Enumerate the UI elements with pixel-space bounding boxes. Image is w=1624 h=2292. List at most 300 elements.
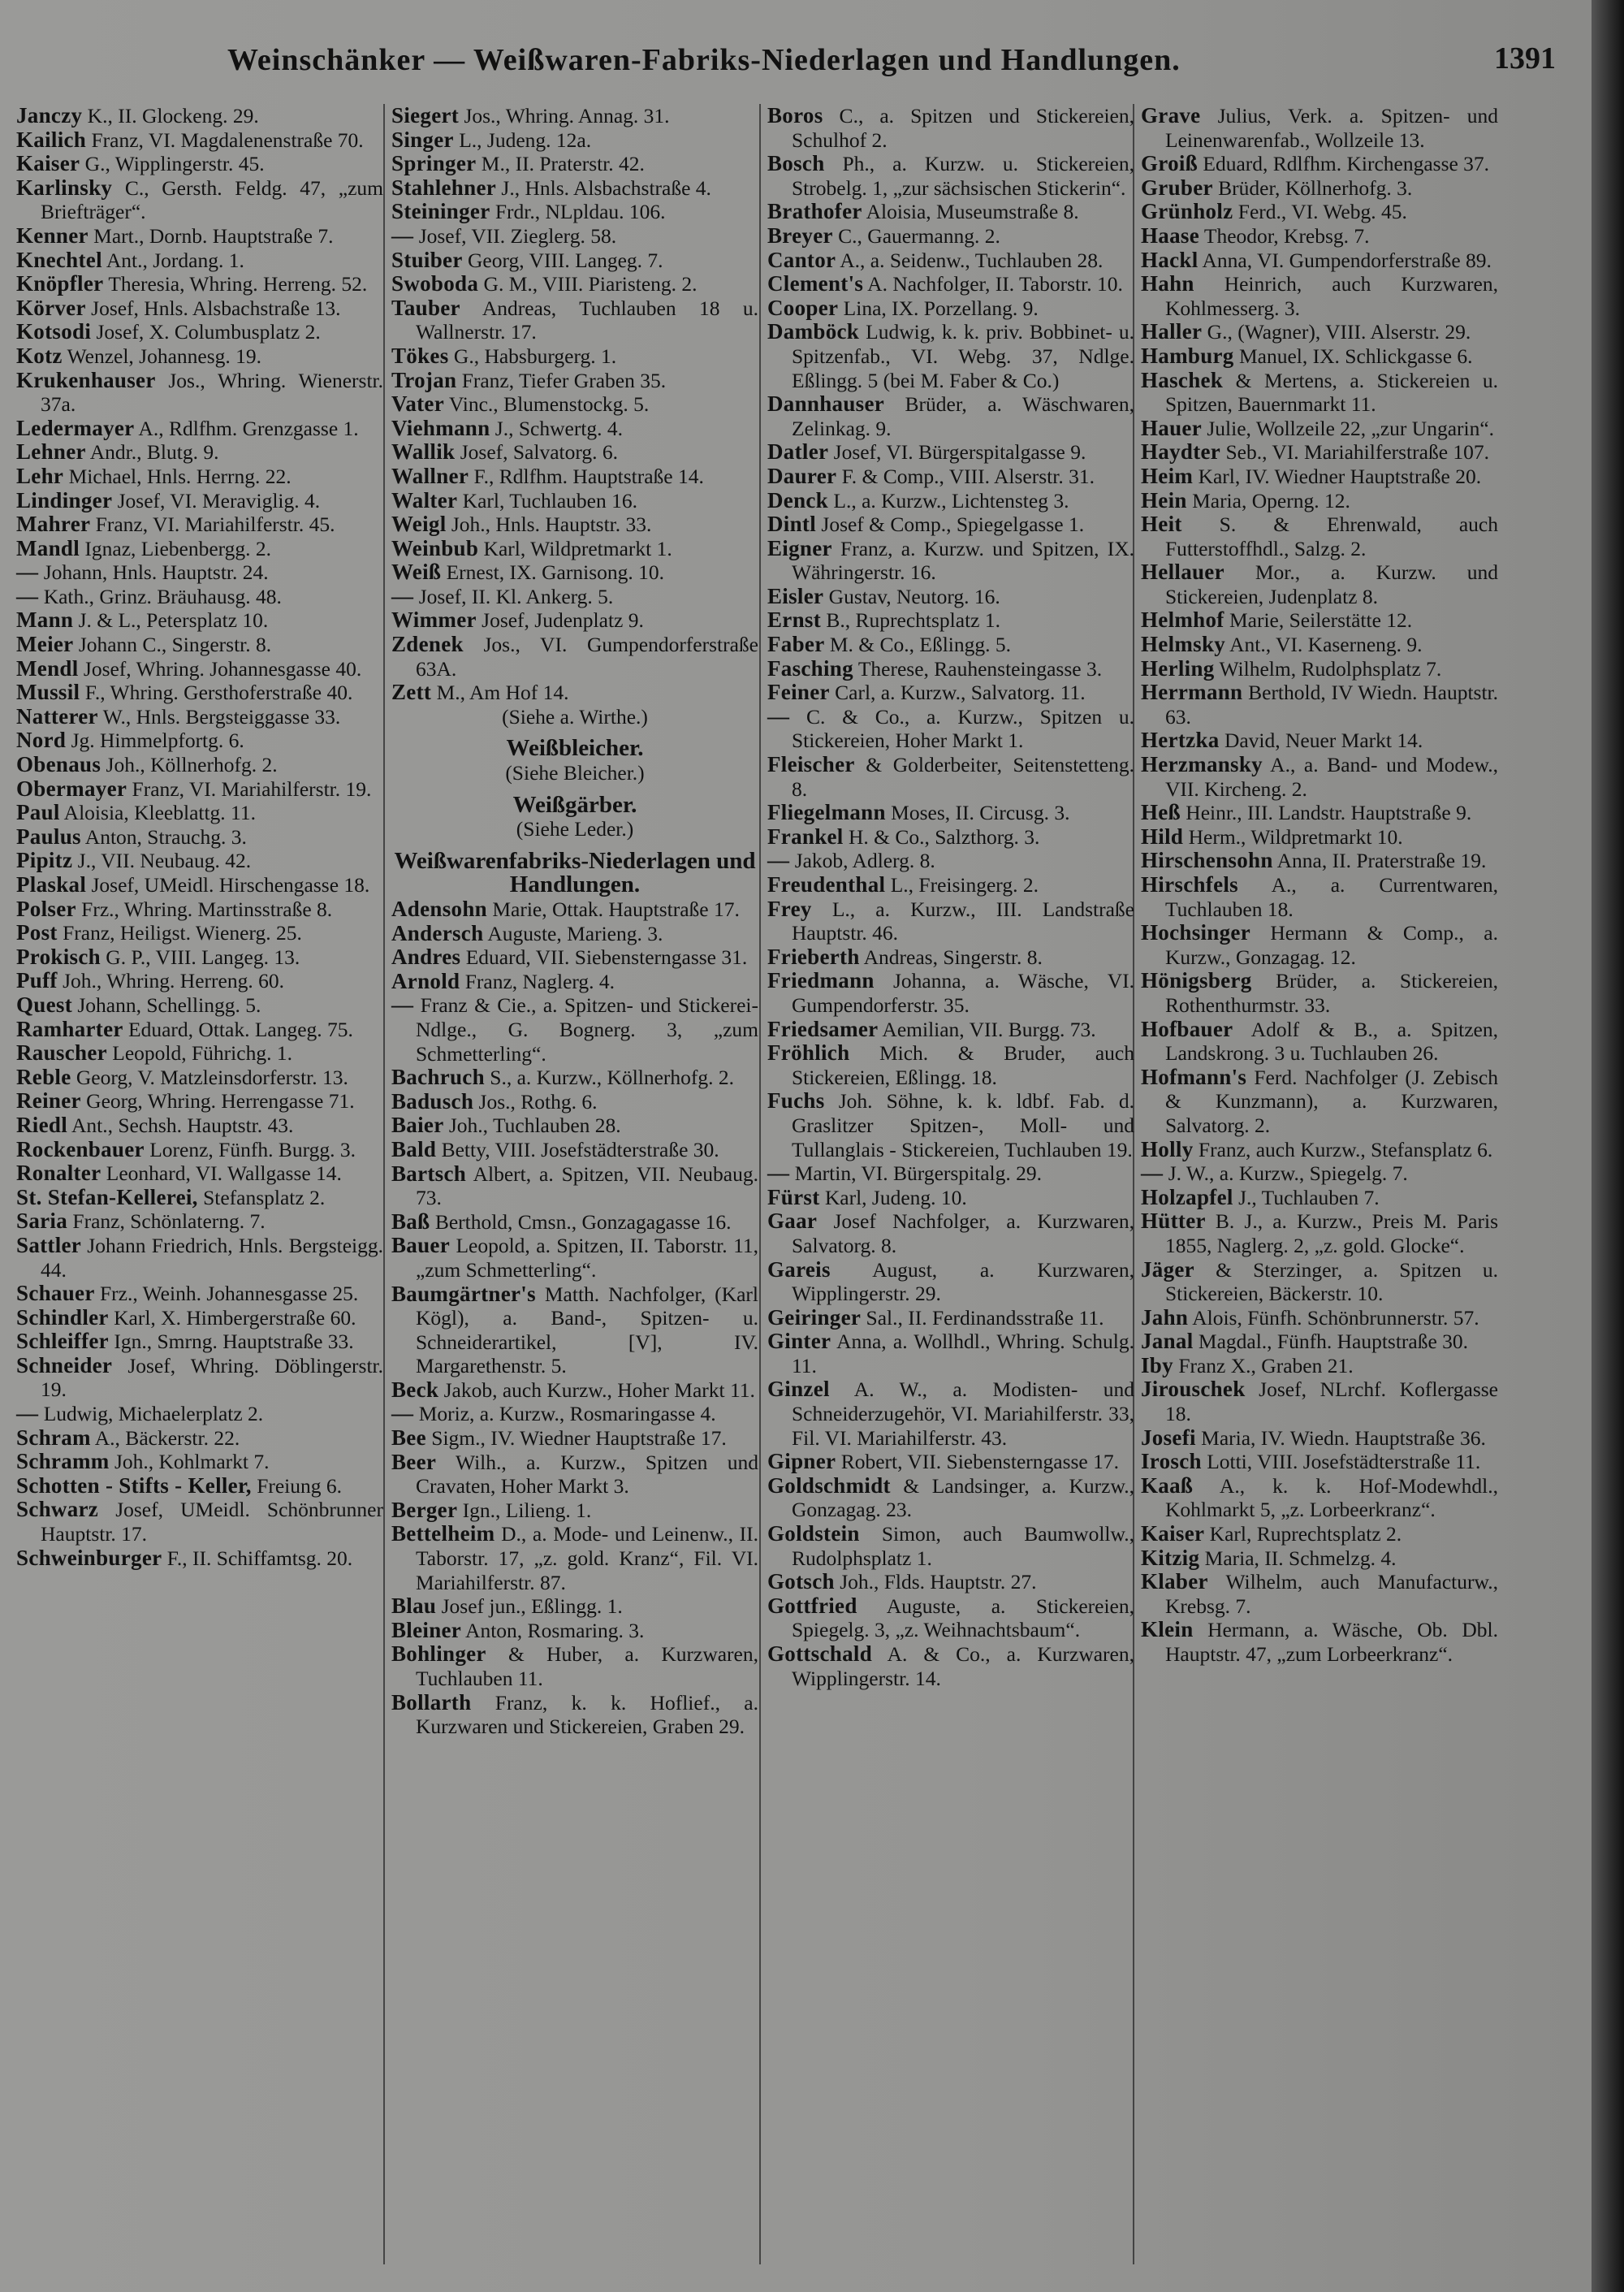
directory-entry	[767, 681, 1134, 705]
entry-name: Grünholz	[1141, 199, 1233, 224]
entry-details: Andreas, Tuchlauben 18 u. Wallnerstr. 17.	[416, 296, 758, 344]
entry-details: Anton, Strauchg. 3.	[80, 824, 247, 849]
directory-entry	[767, 1041, 1134, 1089]
entry-details: Josef, II. Kl. Ankerg. 5.	[413, 584, 614, 608]
entry-name: Beer	[391, 1449, 437, 1474]
directory-entry	[767, 897, 1134, 945]
entry-details: & Golderbeiter, Seitenstetteng. 8.	[792, 753, 1134, 801]
entry-details: K., II. Glockeng. 29.	[82, 104, 259, 128]
entry-details: & Huber, a. Kurzwaren, Tuchlauben 11.	[416, 1642, 758, 1690]
directory-entry	[16, 1498, 383, 1546]
directory-entry	[16, 320, 383, 344]
entry-name: Knöpfler	[16, 271, 104, 296]
directory-entry	[1141, 104, 1498, 152]
entry-name: Dintl	[767, 512, 817, 537]
entry-details: F., Whring. Gersthoferstraße 40.	[80, 681, 353, 705]
entry-name: Zdenek	[391, 632, 464, 657]
directory-entry	[391, 560, 758, 585]
entry-details: G. M., VIII. Piaristeng. 2.	[478, 272, 698, 296]
entry-name: Viehmann	[391, 415, 490, 440]
directory-entry	[16, 993, 383, 1018]
entry-details: Auguste, a. Stickereien, Spiegelg. 3, „z. Weihnachtsbaum“.	[792, 1594, 1134, 1642]
directory-entry	[1141, 224, 1498, 249]
entry-details: Gustav, Neutorg. 16.	[823, 584, 1000, 608]
section-heading: Weißwarenfabriks-Niederlagen und Handlungen.	[394, 847, 756, 898]
entry-name: Schauer	[16, 1281, 95, 1306]
directory-entry	[767, 1522, 1134, 1570]
entry-name: Baß	[391, 1209, 430, 1234]
entry-details: Therese, Rauhensteingasse 3.	[853, 656, 1103, 681]
entry-details: Wilhelm, auch Manufacturw., Krebsg. 7.	[1165, 1570, 1498, 1618]
entry-details: Franz, a. Kurzw. und Spitzen, IX. Währingerstr. 16.	[792, 536, 1134, 585]
entry-name: Jäger	[1141, 1256, 1194, 1282]
entry-details: S., a. Kurzw., Köllnerhofg. 2.	[484, 1066, 735, 1090]
entry-details: F., II. Schiffamtsg. 20.	[162, 1546, 353, 1570]
entry-name: Andersch	[391, 920, 484, 945]
entry-name: Gottfried	[767, 1593, 857, 1618]
directory-entry	[391, 537, 758, 561]
entry-name: —	[1141, 1161, 1164, 1186]
entry-details: Joh. Söhne, k. k. ldbf. Fab. d. Graslitzer Spitzen-, Moll- und Tullanglais - Stickereien, Tuchlauben 19.	[792, 1089, 1134, 1161]
entry-name: —	[16, 583, 39, 608]
directory-entry	[767, 705, 1134, 753]
directory-entry	[16, 512, 383, 537]
entry-name: Kitzig	[1141, 1545, 1200, 1570]
entry-name: Weiß	[391, 560, 442, 585]
entry-details: Georg, V. Matzleinsdorferstr. 13.	[71, 1065, 348, 1089]
directory-entry	[1141, 753, 1498, 801]
entry-name: Herrmann	[1141, 680, 1243, 705]
entry-details: Aloisia, Kleeblattg. 11.	[59, 801, 256, 825]
entry-details: Sigm., IV. Wiedner Hauptstraße 17.	[425, 1426, 727, 1451]
entry-details: Josef, VI. Meraviglig. 4.	[112, 488, 321, 512]
entry-details: Marie, Ottak. Hauptstraße 17.	[486, 897, 740, 921]
directory-entry	[391, 1426, 758, 1451]
entry-details: Seb., VI. Mariahilferstraße 107.	[1220, 440, 1490, 465]
entry-details: S. & Ehrenwald, auch Futterstoffhdl., Salzg. 2.	[1165, 512, 1498, 560]
entry-details: A., Bäckerstr. 22.	[90, 1425, 240, 1450]
entry-name: Friedmann	[767, 968, 875, 993]
entry-details: J., Hnls. Alsbachstraße 4.	[496, 175, 711, 200]
directory-entry	[16, 825, 383, 850]
entry-name: Karlinsky	[16, 175, 113, 200]
entry-details: Wilh., a. Kurzw., Spitzen und Cravaten, Hoher Markt 3.	[416, 1450, 758, 1498]
entry-details: F. & Comp., VIII. Alserstr. 31.	[836, 464, 1095, 488]
directory-entry	[1141, 417, 1498, 441]
directory-entry	[391, 1691, 758, 1739]
entry-name: Badusch	[391, 1088, 474, 1114]
entry-name: Puff	[16, 968, 58, 993]
directory-entry	[391, 249, 758, 273]
directory-entry	[1141, 560, 1498, 608]
entry-details: G., (Wagner), VIII. Alserstr. 29.	[1202, 320, 1471, 344]
entry-name: Gotsch	[767, 1569, 835, 1594]
directory-entry	[1141, 176, 1498, 201]
entry-details: Josef, Whring. Johannesgasse 40.	[78, 656, 362, 681]
directory-entry	[767, 1474, 1134, 1522]
entry-details: Johann, Schellingg. 5.	[72, 992, 261, 1017]
directory-entry	[767, 608, 1134, 633]
entry-name: Bohlinger	[391, 1641, 486, 1667]
directory-entry	[16, 1546, 383, 1571]
directory-entry	[1141, 1426, 1498, 1451]
entry-name: Friedsamer	[767, 1016, 879, 1041]
directory-entry	[391, 1210, 758, 1235]
entry-details: Heinr., III. Landstr. Hauptstraße 9.	[1180, 801, 1472, 825]
entry-details: Simon, auch Baumwollw., Rudolphsplatz 1.	[792, 1522, 1134, 1570]
entry-details: Mor., a. Kurzw. und Stickereien, Judenplatz 8.	[1165, 560, 1498, 608]
entry-details: Ignaz, Liebenbergg. 2.	[80, 536, 272, 560]
entry-details: Karl, X. Himbergerstraße 60.	[108, 1305, 356, 1330]
entry-details: Mart., Dornb. Hauptstraße 7.	[88, 223, 334, 248]
entry-details: Manuel, IX. Schlickgasse 6.	[1233, 344, 1473, 368]
entry-name: Mahrer	[16, 512, 91, 537]
entry-name: Irosch	[1141, 1449, 1202, 1474]
entry-name: Stuiber	[391, 247, 463, 272]
entry-details: Hermann, a. Wäsche, Ob. Dbl. Hauptstr. 47, „zum Lorbeerkranz“.	[1165, 1618, 1498, 1666]
entry-details: Michael, Hnls. Herrng. 22.	[63, 464, 292, 488]
entry-details: Leonhard, VI. Wallgasse 14.	[101, 1161, 342, 1186]
entry-name: Pipitz	[16, 848, 73, 873]
directory-entry	[16, 705, 383, 729]
entry-details: Jos., VI. Gumpendorferstraße 63A.	[416, 633, 758, 681]
directory-entry	[16, 1186, 383, 1210]
entry-details: Lorenz, Fünfh. Burgg. 3.	[144, 1137, 356, 1161]
entry-name: Holzapfel	[1141, 1184, 1233, 1209]
directory-entry	[391, 1162, 758, 1210]
directory-entry	[391, 296, 758, 344]
entry-name: Hochsinger	[1141, 920, 1250, 945]
entry-details: Andr., Blutg. 9.	[85, 440, 219, 465]
entry-details: Josef, Judenplatz 9.	[476, 608, 644, 633]
entry-details: Josef & Comp., Spiegelgasse 1.	[816, 512, 1085, 537]
directory-entry	[16, 1161, 383, 1186]
entry-details: A., Rdlfhm. Grenzgasse 1.	[134, 416, 359, 440]
entry-name: Goldstein	[767, 1521, 860, 1546]
directory-entry	[1141, 200, 1498, 224]
entry-details: Berthold, Cmsn., Gonzagagasse 16.	[430, 1209, 732, 1234]
entry-name: Reble	[16, 1064, 71, 1089]
entry-name: Eigner	[767, 535, 832, 560]
directory-entry	[391, 1282, 758, 1378]
entry-name: Helmsky	[1141, 632, 1226, 657]
entry-name: Wimmer	[391, 608, 477, 633]
entry-name: Hackl	[1141, 247, 1199, 272]
directory-entry	[767, 633, 1134, 657]
entry-details: G. P., VIII. Langeg. 13.	[100, 945, 300, 969]
directory-entry	[767, 873, 1134, 897]
directory-entry	[16, 440, 383, 465]
section-note: (Siehe Leder.)	[516, 817, 634, 841]
entry-name: Dannhauser	[767, 391, 885, 417]
entry-details: Leopold, Führichg. 1.	[106, 1041, 292, 1066]
directory-entry	[16, 344, 383, 369]
entry-details: Eduard, Rdlfhm. Kirchengasse 37.	[1198, 152, 1490, 176]
page-number: 1391	[1494, 41, 1556, 76]
entry-name: Trojan	[391, 367, 457, 392]
directory-entry	[16, 1138, 383, 1162]
directory-entry	[1141, 320, 1498, 344]
directory-entry	[391, 224, 758, 249]
directory-entry	[1141, 1546, 1498, 1571]
directory-entry	[1141, 657, 1498, 681]
directory-entry	[391, 1402, 758, 1426]
entry-details: & Mertens, a. Stickereien u. Spitzen, Bauernmarkt 11.	[1165, 368, 1498, 417]
entry-details: Joh., Flds. Hauptstr. 27.	[834, 1570, 1037, 1594]
directory-entry	[16, 537, 383, 561]
entry-details: Wilhelm, Rudolphsplatz 7.	[1214, 656, 1442, 681]
entry-details: Ludwig, Michaelerplatz 2.	[38, 1402, 264, 1426]
directory-entry	[767, 585, 1134, 609]
entry-name: Hütter	[1141, 1209, 1206, 1234]
entry-details: Joh., Hnls. Hauptstr. 33.	[446, 512, 652, 537]
directory-entry	[1141, 825, 1498, 850]
entry-name: Saria	[16, 1209, 68, 1234]
entry-details: Ferd., VI. Webg. 45.	[1233, 200, 1407, 224]
entry-details: Georg, VIII. Langeg. 7.	[462, 248, 663, 272]
directory-entry	[391, 176, 758, 201]
entry-details: Johann, Hnls. Hauptstr. 24.	[38, 560, 269, 585]
entry-details: A. & Co., a. Kurzwaren, Wipplingerstr. 14.	[792, 1642, 1134, 1690]
entry-name: —	[16, 1401, 39, 1426]
entry-details: Ludwig, k. k. priv. Bobbinet- u. Spitzenfab., VI. Webg. 37, Ndlge. Eßlingg. 5 (bei M. Faber & Co.)	[792, 320, 1134, 392]
directory-entry	[767, 1642, 1134, 1690]
entry-name: Schweinburger	[16, 1545, 162, 1570]
directory-entry	[391, 369, 758, 393]
entry-name: Hamburg	[1141, 343, 1234, 368]
directory-entry	[16, 1306, 383, 1330]
entry-name: Fasching	[767, 655, 853, 681]
entry-details: Josef, Whring. Döblingerstr. 19.	[41, 1353, 383, 1402]
directory-entry	[1141, 1209, 1498, 1257]
entry-name: Heim	[1141, 463, 1194, 488]
directory-entry	[16, 1450, 383, 1474]
entry-name: Hirschensohn	[1141, 848, 1273, 873]
entry-details: M., II. Praterstr. 42.	[476, 152, 645, 176]
entry-details: Karl, Ruprechtsplatz 2.	[1204, 1522, 1402, 1546]
directory-entry	[767, 1306, 1134, 1330]
entry-name: —	[767, 848, 790, 873]
entry-details: Anna, II. Praterstraße 19.	[1272, 849, 1487, 873]
entry-details: C. & Co., a. Kurzw., Spitzen u. Stickereien, Hoher Markt 1.	[789, 704, 1134, 753]
entry-details: August, a. Kurzwaren, Wipplingerstr. 29.	[792, 1257, 1134, 1306]
column-divider	[759, 104, 761, 2264]
entry-details: Franz & Cie., a. Spitzen- und Stickerei-Ndlge., G. Bognerg. 3, „zum Schmetterling“.	[413, 993, 758, 1066]
directory-column-3	[767, 104, 1134, 1690]
directory-entry	[16, 729, 383, 753]
entry-name: Fröhlich	[767, 1040, 850, 1066]
directory-entry	[1141, 489, 1498, 513]
directory-entry	[391, 1451, 758, 1498]
entry-name: Lehr	[16, 463, 64, 488]
entry-name: Ginter	[767, 1329, 831, 1354]
entry-details: Ferd. Nachfolger (J. Zebisch & Kunzmann), a. Kurzwaren, Salvatorg. 2.	[1165, 1065, 1498, 1137]
directory-entry	[1141, 512, 1498, 560]
directory-entry	[16, 1282, 383, 1306]
entry-name: Josefi	[1141, 1425, 1196, 1450]
entry-name: Hirschfels	[1141, 872, 1238, 897]
directory-entry	[767, 969, 1134, 1017]
directory-entry	[16, 465, 383, 489]
entry-name: Bollarth	[391, 1689, 472, 1715]
directory-entry	[391, 922, 758, 946]
entry-details: J., Tuchlauben 7.	[1233, 1185, 1380, 1209]
entry-details: Maria, II. Schmelzg. 4.	[1199, 1546, 1397, 1570]
directory-entry	[767, 1161, 1134, 1186]
directory-entry	[391, 585, 758, 609]
directory-entry	[391, 1522, 758, 1594]
directory-entry	[391, 945, 758, 970]
entry-name: Sattler	[16, 1232, 82, 1257]
directory-entry	[767, 512, 1134, 537]
directory-entry	[16, 777, 383, 802]
entry-name: Kaaß	[1141, 1473, 1194, 1498]
directory-entry	[391, 897, 758, 922]
entry-name: Obermayer	[16, 776, 127, 801]
directory-entry	[16, 1018, 383, 1042]
entry-name: Cantor	[767, 247, 836, 272]
entry-name: Blau	[391, 1594, 437, 1619]
entry-name: Prokisch	[16, 944, 101, 969]
directory-entry	[16, 657, 383, 681]
directory-entry	[767, 1209, 1134, 1257]
entry-details: Aemilian, VII. Burgg. 73.	[878, 1017, 1096, 1041]
directory-entry	[391, 1138, 758, 1162]
directory-entry	[1141, 1258, 1498, 1306]
directory-entry	[391, 128, 758, 153]
entry-name: Holly	[1141, 1136, 1194, 1161]
entry-details: Carl, a. Kurzw., Salvatorg. 11.	[829, 681, 1086, 705]
entry-name: —	[767, 703, 790, 729]
page-header-title: Weinschänker — Weißwaren-Fabriks-Niederlagen und Handlungen.	[227, 43, 1181, 77]
entry-details: Ant., Jordang. 1.	[102, 248, 244, 272]
directory-entry	[16, 897, 383, 922]
entry-name: Andres	[391, 945, 461, 970]
directory-entry	[767, 152, 1134, 200]
entry-name: Wallner	[391, 463, 469, 488]
entry-name: Paulus	[16, 824, 81, 849]
entry-details: Moriz, a. Kurzw., Rosmaringasse 4.	[413, 1402, 716, 1426]
entry-details: Lina, IX. Porzellang. 9.	[838, 296, 1039, 320]
section-note: (Siehe a. Wirthe.)	[502, 704, 648, 729]
entry-name: —	[391, 223, 414, 248]
entry-name: Faber	[767, 632, 825, 657]
entry-name: Zett	[391, 680, 432, 705]
directory-entry	[391, 152, 758, 176]
entry-details: Josef Nachfolger, a. Kurzwaren, Salvatorg. 8.	[792, 1209, 1134, 1257]
entry-details: & Landsinger, a. Kurzw., Gonzagag. 23.	[792, 1473, 1134, 1522]
entry-details: Karl, Wildpretmarkt 1.	[478, 536, 672, 560]
entry-details: Franz, VI. Mariahilferstr. 45.	[90, 512, 335, 537]
entry-name: Grave	[1141, 103, 1201, 128]
directory-entry	[1141, 1474, 1498, 1522]
directory-entry	[391, 200, 758, 224]
entry-details: Lotti, VIII. Josefstädterstraße 11.	[1201, 1450, 1481, 1474]
entry-details: Anna, VI. Gumpendorferstraße 89.	[1198, 248, 1492, 272]
directory-entry	[1141, 921, 1498, 969]
directory-entry	[767, 1377, 1134, 1450]
directory-entry	[391, 465, 758, 489]
entry-details: C., Gersth. Feldg. 47, „zum Briefträger“.	[41, 175, 383, 224]
entry-details: Joh., Whring. Herreng. 60.	[57, 969, 284, 993]
entry-name: Bettelheim	[391, 1521, 495, 1546]
directory-entry	[767, 945, 1134, 970]
entry-details: Franz, Schönlaterng. 7.	[67, 1209, 266, 1234]
entry-details: B., Ruprechtsplatz 1.	[821, 608, 1000, 633]
entry-details: Andreas, Singerstr. 8.	[859, 945, 1043, 969]
directory-entry	[391, 608, 758, 633]
entry-name: Plaskal	[16, 872, 87, 897]
entry-details: J. & L., Petersplatz 10.	[73, 608, 269, 633]
entry-details: Wenzel, Johannesg. 19.	[62, 344, 262, 368]
entry-name: Quest	[16, 992, 72, 1017]
entry-name: Knechtel	[16, 247, 102, 272]
entry-details: Josef, X. Columbusplatz 2.	[91, 320, 321, 344]
directory-entry	[767, 657, 1134, 681]
entry-name: Haller	[1141, 319, 1203, 344]
entry-name: Schotten - Stifts - Keller,	[16, 1473, 252, 1498]
entry-name: Hein	[1141, 487, 1187, 512]
directory-entry	[391, 1619, 758, 1643]
entry-name: Schindler	[16, 1304, 109, 1330]
directory-entry	[16, 224, 383, 249]
entry-name: Gipner	[767, 1449, 836, 1474]
entry-details: H. & Co., Salzthorg. 3.	[843, 824, 1040, 849]
entry-details: Aloisia, Museumstraße 8.	[862, 200, 1079, 224]
directory-entry	[391, 970, 758, 994]
entry-details: Julius, Verk. a. Spitzen- und Leinenwarenfab., Wollzeile 13.	[1165, 104, 1498, 152]
entry-details: Franz, VI. Magdalenenstraße 70.	[86, 128, 364, 152]
directory-entry	[1141, 344, 1498, 369]
entry-name: Bauer	[391, 1233, 450, 1258]
entry-details: David, Neuer Markt 14.	[1219, 729, 1423, 753]
entry-name: Goldschmidt	[767, 1473, 891, 1498]
entry-details: A., a. Band- und Modew., VII. Kircheng. 2.	[1165, 753, 1498, 801]
entry-name: —	[391, 1401, 414, 1426]
entry-name: Paul	[16, 800, 60, 825]
entry-name: Swoboda	[391, 271, 479, 296]
entry-details: Sal., II. Ferdinandsstraße 11.	[861, 1305, 1104, 1330]
entry-details: M., Am Hof 14.	[431, 681, 569, 705]
directory-entry	[1141, 1066, 1498, 1138]
entry-name: Reiner	[16, 1088, 81, 1114]
entry-details: Joh., Tuchlauben 28.	[443, 1114, 621, 1138]
entry-details: A., k. k. Hof-Modewhdl., Kohlmarkt 5, „z. Lorbeerkranz“.	[1165, 1473, 1498, 1522]
entry-details: Ph., a. Kurzw. u. Stickereien, Strobelg. 1, „zur sächsischen Stickerin“.	[792, 152, 1134, 200]
directory-entry	[391, 417, 758, 441]
entry-name: Steininger	[391, 199, 490, 224]
directory-entry	[16, 104, 383, 128]
entry-name: Berger	[391, 1497, 458, 1522]
directory-entry	[1141, 369, 1498, 417]
entry-name: Bosch	[767, 151, 825, 176]
entry-name: Siegert	[391, 103, 460, 128]
entry-name: Groiß	[1141, 151, 1199, 176]
directory-entry	[767, 392, 1134, 440]
entry-details: Josef, VII. Zieglerg. 58.	[413, 223, 617, 248]
entry-details: Vinc., Blumenstockg. 5.	[443, 392, 650, 417]
entry-details: Franz, VI. Mariahilferstr. 19.	[127, 776, 372, 801]
directory-entry	[767, 249, 1134, 273]
entry-name: Kotsodi	[16, 319, 92, 344]
scan-edge	[1592, 0, 1624, 2292]
directory-entry	[767, 489, 1134, 513]
directory-entry	[1141, 272, 1498, 320]
directory-entry	[16, 873, 383, 897]
entry-details: M. & Co., Eßlingg. 5.	[824, 633, 1011, 657]
entry-name: Boros	[767, 103, 823, 128]
directory-entry	[16, 1209, 383, 1234]
